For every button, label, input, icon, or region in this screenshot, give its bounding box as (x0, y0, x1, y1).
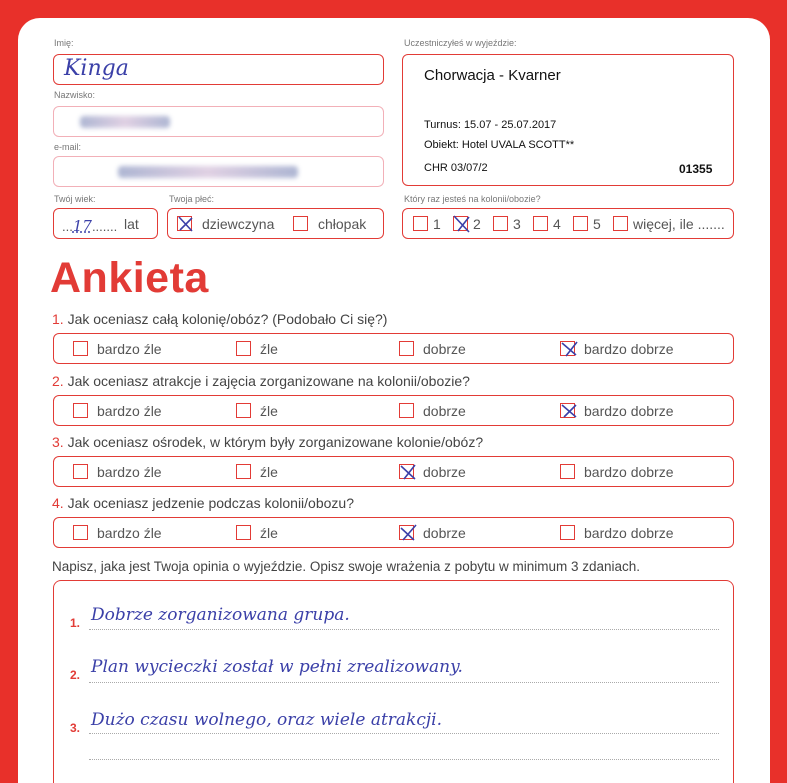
q2-option-3-label: dobrze (423, 403, 466, 419)
surname-label: Nazwisko: (54, 90, 96, 100)
times-field (402, 208, 734, 239)
answer-line (89, 682, 719, 683)
times-label: Który raz jesteś na kolonii/obozie? (404, 194, 541, 204)
survey-title: Ankieta (50, 254, 209, 302)
age-unit: lat (124, 216, 139, 232)
times-3-label: 3 (513, 216, 521, 232)
times-4-checkbox[interactable] (533, 216, 548, 231)
sentence-3-number: 3. (70, 721, 81, 735)
sentence-2-number: 2. (70, 668, 81, 682)
q4-option-2-checkbox[interactable] (236, 525, 251, 540)
gender-female-checkbox[interactable] (177, 216, 192, 231)
q3-option-1-checkbox[interactable] (73, 464, 88, 479)
q4-option-4-label: bardzo dobrze (584, 525, 674, 541)
checkmark-icon (558, 400, 580, 422)
q1-option-2-checkbox[interactable] (236, 341, 251, 356)
q2-option-2-checkbox[interactable] (236, 403, 251, 418)
q1-option-3-checkbox[interactable] (399, 341, 414, 356)
q4-option-1-label: bardzo źle (97, 525, 162, 541)
name-field[interactable] (53, 54, 384, 85)
q1-option-4-checkbox[interactable] (560, 341, 575, 356)
question-3-answers (53, 456, 734, 487)
q3-option-1-label: bardzo źle (97, 464, 162, 480)
answer-line (89, 733, 719, 734)
question-2-answers (53, 395, 734, 426)
question-1 (52, 311, 387, 327)
name-label: Imię: (54, 38, 74, 48)
checkmark-icon (451, 213, 473, 235)
q1-option-1-label: bardzo źle (97, 341, 162, 357)
question-4-answers (53, 517, 734, 548)
q4-option-1-checkbox[interactable] (73, 525, 88, 540)
q2-option-4-checkbox[interactable] (560, 403, 575, 418)
survey-sheet (18, 18, 770, 783)
email-redacted (118, 166, 298, 178)
q2-option-4-label: bardzo dobrze (584, 403, 674, 419)
trip-turnus: Turnus: 15.07 - 25.07.2017 (424, 119, 557, 131)
trip-label: Uczestniczyłeś w wyjeździe: (404, 38, 517, 48)
gender-female-label: dziewczyna (202, 216, 275, 232)
times-2-checkbox[interactable] (453, 216, 468, 231)
times-1-label: 1 (433, 216, 441, 232)
opinion-box[interactable] (53, 580, 734, 783)
checkmark-icon (397, 461, 419, 483)
q3-option-4-label: bardzo dobrze (584, 464, 674, 480)
email-label: e-mail: (54, 142, 82, 152)
sentence-1-text: Dobrze zorganizowana grupa. (91, 605, 350, 625)
question-4 (52, 495, 354, 511)
gender-label: Twoja płeć: (169, 194, 215, 204)
question-1-number: 1. (52, 311, 64, 327)
times-4-label: 4 (553, 216, 561, 232)
question-2-text: Jak oceniasz atrakcje i zajęcia zorganizowane na kolonii/obozie? (67, 373, 470, 389)
question-1-text: Jak oceniasz całą kolonię/obóz? (Podobało Ci się?) (67, 311, 388, 327)
age-label: Twój wiek: (54, 194, 96, 204)
times-5-label: 5 (593, 216, 601, 232)
trip-box (402, 54, 734, 186)
trip-destination: Chorwacja - Kvarner (424, 67, 561, 84)
answer-line (89, 759, 719, 760)
times-2-label: 2 (473, 216, 481, 232)
trip-number: 01355 (679, 162, 713, 176)
q4-option-3-checkbox[interactable] (399, 525, 414, 540)
question-1-answers (53, 333, 734, 364)
q2-option-1-label: bardzo źle (97, 403, 162, 419)
question-2-number: 2. (52, 373, 64, 389)
surname-field[interactable] (53, 106, 384, 137)
question-2 (52, 373, 470, 389)
surname-redacted (80, 116, 170, 128)
q3-option-2-checkbox[interactable] (236, 464, 251, 479)
q4-option-4-checkbox[interactable] (560, 525, 575, 540)
answer-line (89, 629, 719, 630)
times-more-label: więcej, ile ....... (633, 216, 725, 232)
q1-option-1-checkbox[interactable] (73, 341, 88, 356)
question-3-number: 3. (52, 434, 64, 450)
question-3 (52, 434, 483, 450)
times-1-checkbox[interactable] (413, 216, 428, 231)
q3-option-4-checkbox[interactable] (560, 464, 575, 479)
q4-option-2-label: źle (260, 525, 278, 541)
email-field[interactable] (53, 156, 384, 187)
age-prefix: ... (62, 219, 73, 234)
question-3-text: Jak oceniasz ośrodek, w którym były zorganizowane kolonie/obóz? (67, 434, 484, 450)
checkmark-icon (558, 338, 580, 360)
sentence-3-text: Dużo czasu wolnego, oraz wiele atrakcji. (91, 710, 442, 730)
checkmark-icon (397, 522, 419, 544)
q3-option-3-checkbox[interactable] (399, 464, 414, 479)
q1-option-2-label: źle (260, 341, 278, 357)
gender-field (167, 208, 384, 239)
q3-option-2-label: źle (260, 464, 278, 480)
q4-option-3-label: dobrze (423, 525, 466, 541)
q2-option-3-checkbox[interactable] (399, 403, 414, 418)
question-4-text: Jak oceniasz jedzenie podczas kolonii/obozu? (67, 495, 354, 511)
age-field[interactable] (53, 208, 158, 239)
gender-male-label: chłopak (318, 216, 367, 232)
trip-obiekt: Obiekt: Hotel UVALA SCOTT** (424, 139, 575, 151)
q1-option-4-label: bardzo dobrze (584, 341, 674, 357)
gender-male-checkbox[interactable] (293, 216, 308, 231)
times-more-checkbox[interactable] (613, 216, 628, 231)
sentence-1-number: 1. (70, 616, 81, 630)
q1-option-3-label: dobrze (423, 341, 466, 357)
checkmark-icon (175, 213, 197, 235)
sentence-2-text: Plan wycieczki został w pełni zrealizowany. (91, 657, 463, 677)
times-5-checkbox[interactable] (573, 216, 588, 231)
name-value: Kinga (64, 56, 129, 81)
trip-code: CHR 03/07/2 (424, 162, 488, 174)
q3-option-3-label: dobrze (423, 464, 466, 480)
q2-option-1-checkbox[interactable] (73, 403, 88, 418)
question-4-number: 4. (52, 495, 64, 511)
age-dots: ....... (91, 219, 118, 234)
age-value: 17 (72, 217, 92, 235)
times-3-checkbox[interactable] (493, 216, 508, 231)
q2-option-2-label: źle (260, 403, 278, 419)
opinion-prompt: Napisz, jaka jest Twoja opinia o wyjeździe. Opisz swoje wrażenia z pobytu w minimum 3 zdaniach. (52, 559, 641, 574)
